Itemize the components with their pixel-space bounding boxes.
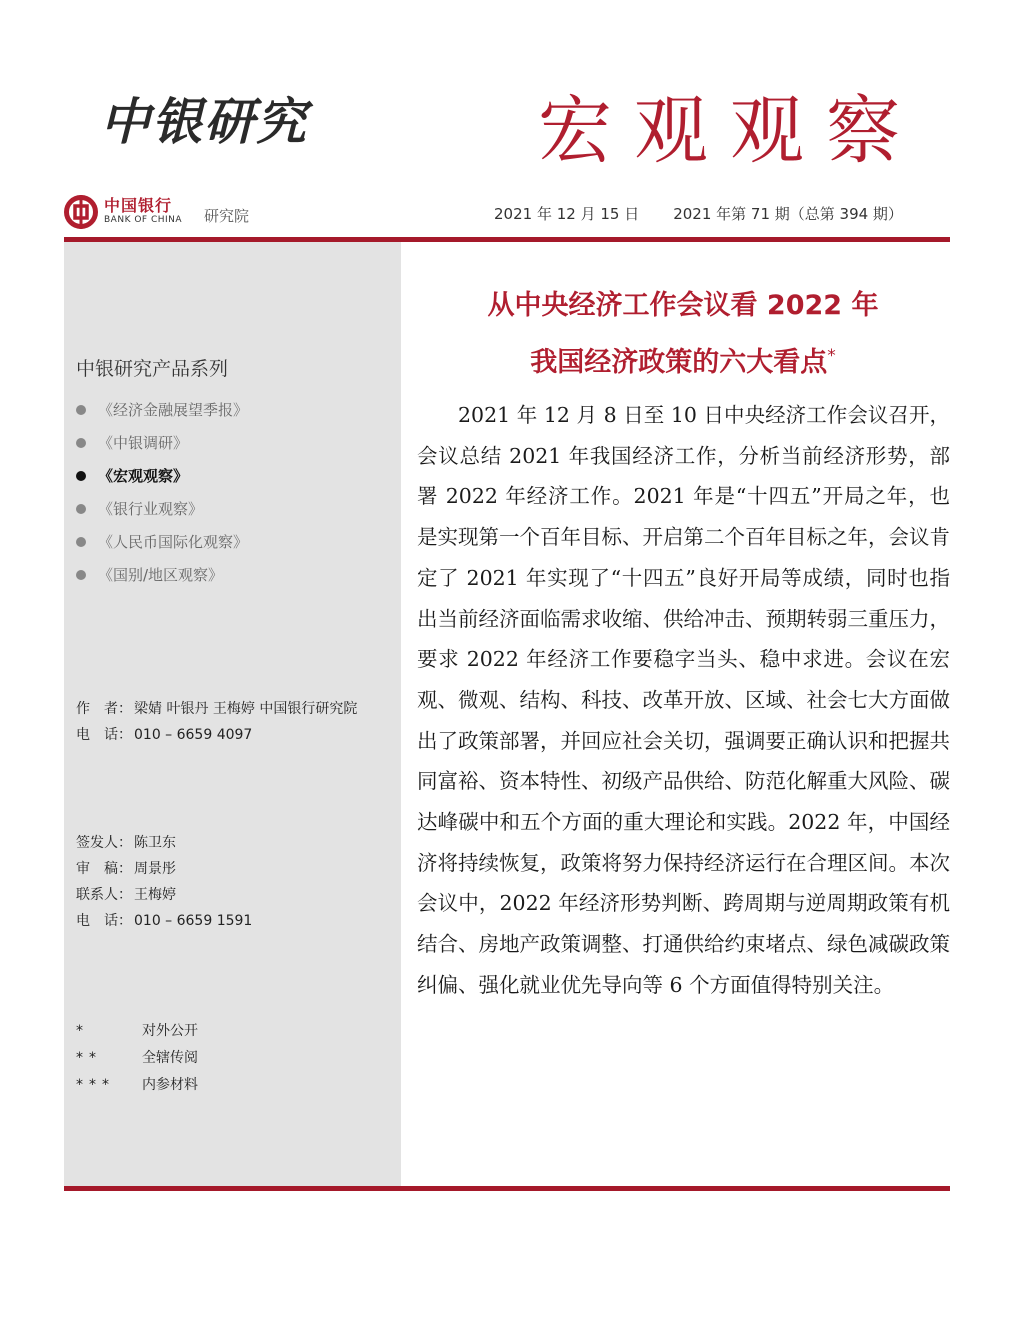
series-list	[76, 393, 248, 591]
masthead-title: 宏观观察	[538, 88, 922, 174]
article-title-line2: 我国经济政策的六大看点*	[530, 346, 836, 378]
author-block: 作 者： 梁婧 叶银丹 王梅婷 中国银行研究院 电 话： 010 – 6659 4097	[76, 701, 358, 743]
level-label: 对外公开	[142, 1023, 198, 1039]
bullet-icon	[76, 438, 86, 448]
research-logo: 中银研究	[100, 92, 308, 151]
level-label: 全辖传阅	[142, 1050, 198, 1066]
bullet-icon	[76, 570, 86, 580]
series-item[interactable]: 《中银调研》	[76, 426, 248, 459]
dateline	[494, 203, 937, 224]
institute-label: 研究院	[204, 207, 250, 225]
level-stars: **	[76, 1050, 102, 1066]
bank-name-en: BANK OF CHINA	[104, 215, 183, 225]
level-stars: ***	[76, 1077, 115, 1093]
bank-name-cn: 中国银行	[104, 196, 173, 215]
bottom-divider	[64, 1186, 950, 1191]
bank-of-china-emblem-icon	[64, 195, 98, 229]
article-body: 2021 年 12 月 8 日至 10 日中央经济工作会议召开，会议总结 2021 年我国经济工作，分析当前经济形势，部署 2022 年经济工作。2021 年是“十四五”开局之年，也是实现第一个百年目标、开启第二个百年目标之年，会议肯定了 2021 年实现了“十四五”良好开局等成绩，同时也指出当前经济面临需求收缩、供给冲击、预期转弱三重压力，要求 2022 年经济工作要稳字当头、稳中求进。会议在宏观、微观、结构、科技、改革开放、区域、社会七大方面做出了政策部署，并回应社会关切，强调要正确认识和把握共同富裕、资本特性、初级产品供给、防范化解重大风险、碳达峰碳中和五个方面的重大理论和实践。2022 年，中国经济将持续恢复，政策将努力保持经济运行在合理区间。本次会议中，2022 年经济形势判断、跨周期与逆周期政策有机结合、房地产政策调整、打通供给约束堵点、绿色减碳政策纠偏、强化就业优先导向等 6 个方面值得特别关注。	[417, 403, 950, 997]
bullet-icon	[76, 405, 86, 415]
article-title-line1: 从中央经济工作会议看 2022 年	[487, 290, 879, 321]
footnote-mark: *	[827, 346, 836, 366]
distribution-levels	[76, 1018, 198, 1099]
contact: 王梅婷	[134, 887, 176, 903]
issue-number: 2021 年第 71 期（总第 394 期）	[673, 205, 903, 223]
bullet-icon	[76, 471, 86, 481]
series-item[interactable]: 《银行业观察》	[76, 492, 248, 525]
phone: 010 – 6659 4097	[134, 727, 253, 743]
bullet-icon	[76, 537, 86, 547]
authors: 梁婧 叶银丹 王梅婷 中国银行研究院	[134, 701, 358, 717]
signoff-block: 签发人： 陈卫东 审 稿： 周景彤 联系人： 王梅婷 电 话： 010 – 6659 1591	[76, 835, 253, 929]
series-item[interactable]: 《人民币国际化观察》	[76, 525, 248, 558]
bullet-icon	[76, 504, 86, 514]
series-item-active[interactable]: 《宏观观察》	[76, 459, 248, 492]
reviewer: 周景彤	[134, 861, 176, 877]
signer: 陈卫东	[134, 835, 176, 851]
phone: 010 – 6659 1591	[134, 913, 253, 929]
level-stars: *	[76, 1023, 89, 1039]
series-item[interactable]: 《国别/地区观察》	[76, 558, 248, 591]
publish-date: 2021 年 12 月 15 日	[494, 205, 640, 223]
series-item[interactable]: 《经济金融展望季报》	[76, 393, 248, 426]
series-title: 中银研究产品系列	[76, 358, 229, 380]
level-label: 内参材料	[142, 1077, 198, 1093]
